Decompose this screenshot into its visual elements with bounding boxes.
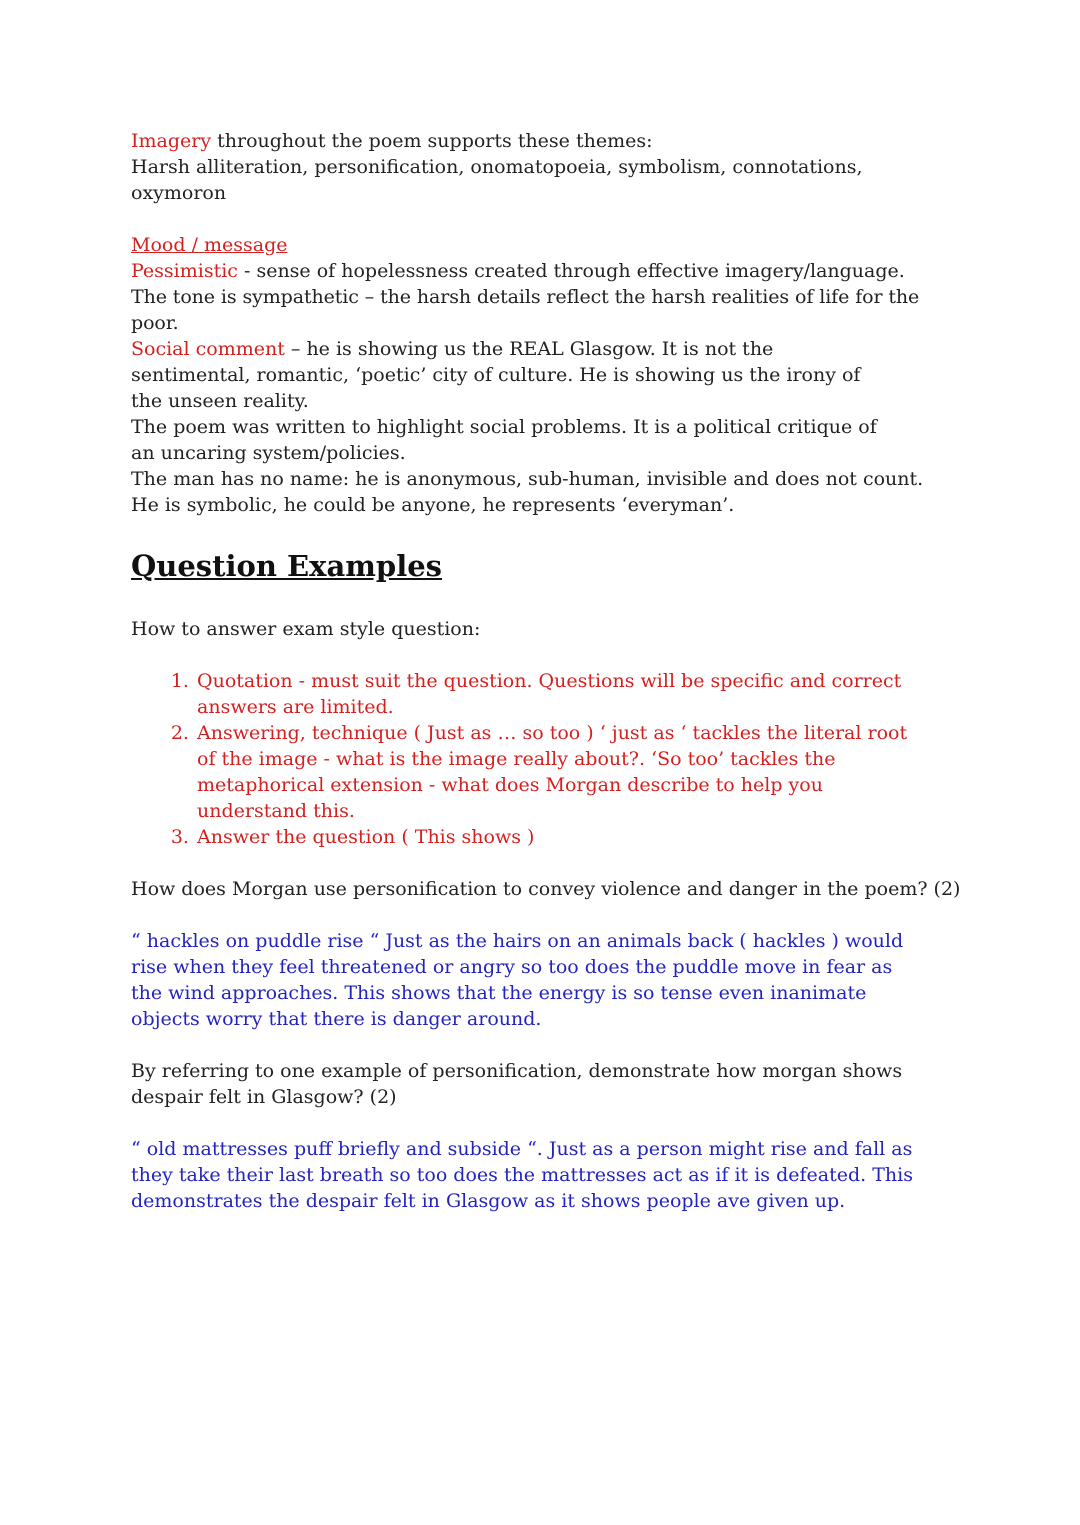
imagery-line-2: Harsh alliteration, personification, onomatopoeia, symbolism, connotations, oxymoron	[131, 156, 863, 204]
answer-2: “ old mattresses puff briefly and subside “. Just as a person might rise and fall as they take their last breath so too does the mattresses act as if it is defeated. This demonstrates the despair felt in Glasgow as it shows people ave given up.	[131, 1138, 913, 1212]
question-1: How does Morgan use personification to convey violence and danger in the poem? (2)	[131, 878, 961, 900]
answer-steps-list	[131, 668, 930, 850]
pessimistic-line	[131, 258, 961, 284]
social-comment-text: – he is showing us the REAL Glasgow. It is not the sentimental, romantic, ‘poetic’ city of culture. He is showing us the irony of the unseen reality.	[131, 338, 861, 412]
list-item: 3. Answer the question ( This shows )	[195, 824, 930, 850]
tone-line: The tone is sympathetic – the harsh details reflect the harsh realities of life for the poor.	[131, 286, 920, 334]
document-page	[131, 128, 961, 1214]
pessimistic-label: Pessimistic	[131, 260, 238, 282]
imagery-line-1	[131, 128, 961, 154]
answer-1: “ hackles on puddle rise “ Just as the hairs on an animals back ( hackles ) would rise when they feel threatened or angry so too does the puddle move in fear as the wind approaches. This shows that the energy is so tense even inanimate objects worry that there is danger around.	[131, 930, 904, 1030]
answer-intro: How to answer exam style question:	[131, 618, 481, 640]
spacer	[131, 1032, 961, 1058]
pessimistic-text: - sense of hopelessness created through effective imagery/language.	[237, 260, 905, 282]
spacer	[131, 642, 961, 668]
social-comment-label: Social comment	[131, 338, 285, 360]
spacer	[131, 586, 961, 616]
list-item: 2. Answering, technique ( Just as … so too ) ‘ just as ‘ tackles the literal root of the image - what is the image really about?. ‘So too’ tackles the metaphorical extension - what does Morgan describe to help you understand this.	[195, 720, 930, 824]
spacer	[131, 1110, 961, 1136]
spacer	[131, 850, 961, 876]
spacer	[131, 902, 961, 928]
question-2: By referring to one example of personification, demonstrate how morgan shows despair felt in Glasgow? (2)	[131, 1060, 903, 1108]
written-line: The poem was written to highlight social problems. It is a political critique of an uncaring system/policies.	[131, 416, 877, 464]
social-comment-line	[131, 336, 891, 414]
list-item: 1. Quotation - must suit the question. Questions will be specific and correct answers are limited.	[195, 668, 930, 720]
question-examples-heading: Question Examples	[131, 549, 442, 583]
spacer	[131, 518, 961, 546]
mood-heading: Mood / message	[131, 234, 288, 256]
man-line: The man has no name: he is anonymous, sub-human, invisible and does not count. He is symbolic, he could be anyone, he represents ‘everyman’.	[131, 468, 924, 516]
spacer	[131, 206, 961, 232]
imagery-line-1-text: throughout the poem supports these themes:	[211, 130, 653, 152]
imagery-label: Imagery	[131, 130, 212, 152]
